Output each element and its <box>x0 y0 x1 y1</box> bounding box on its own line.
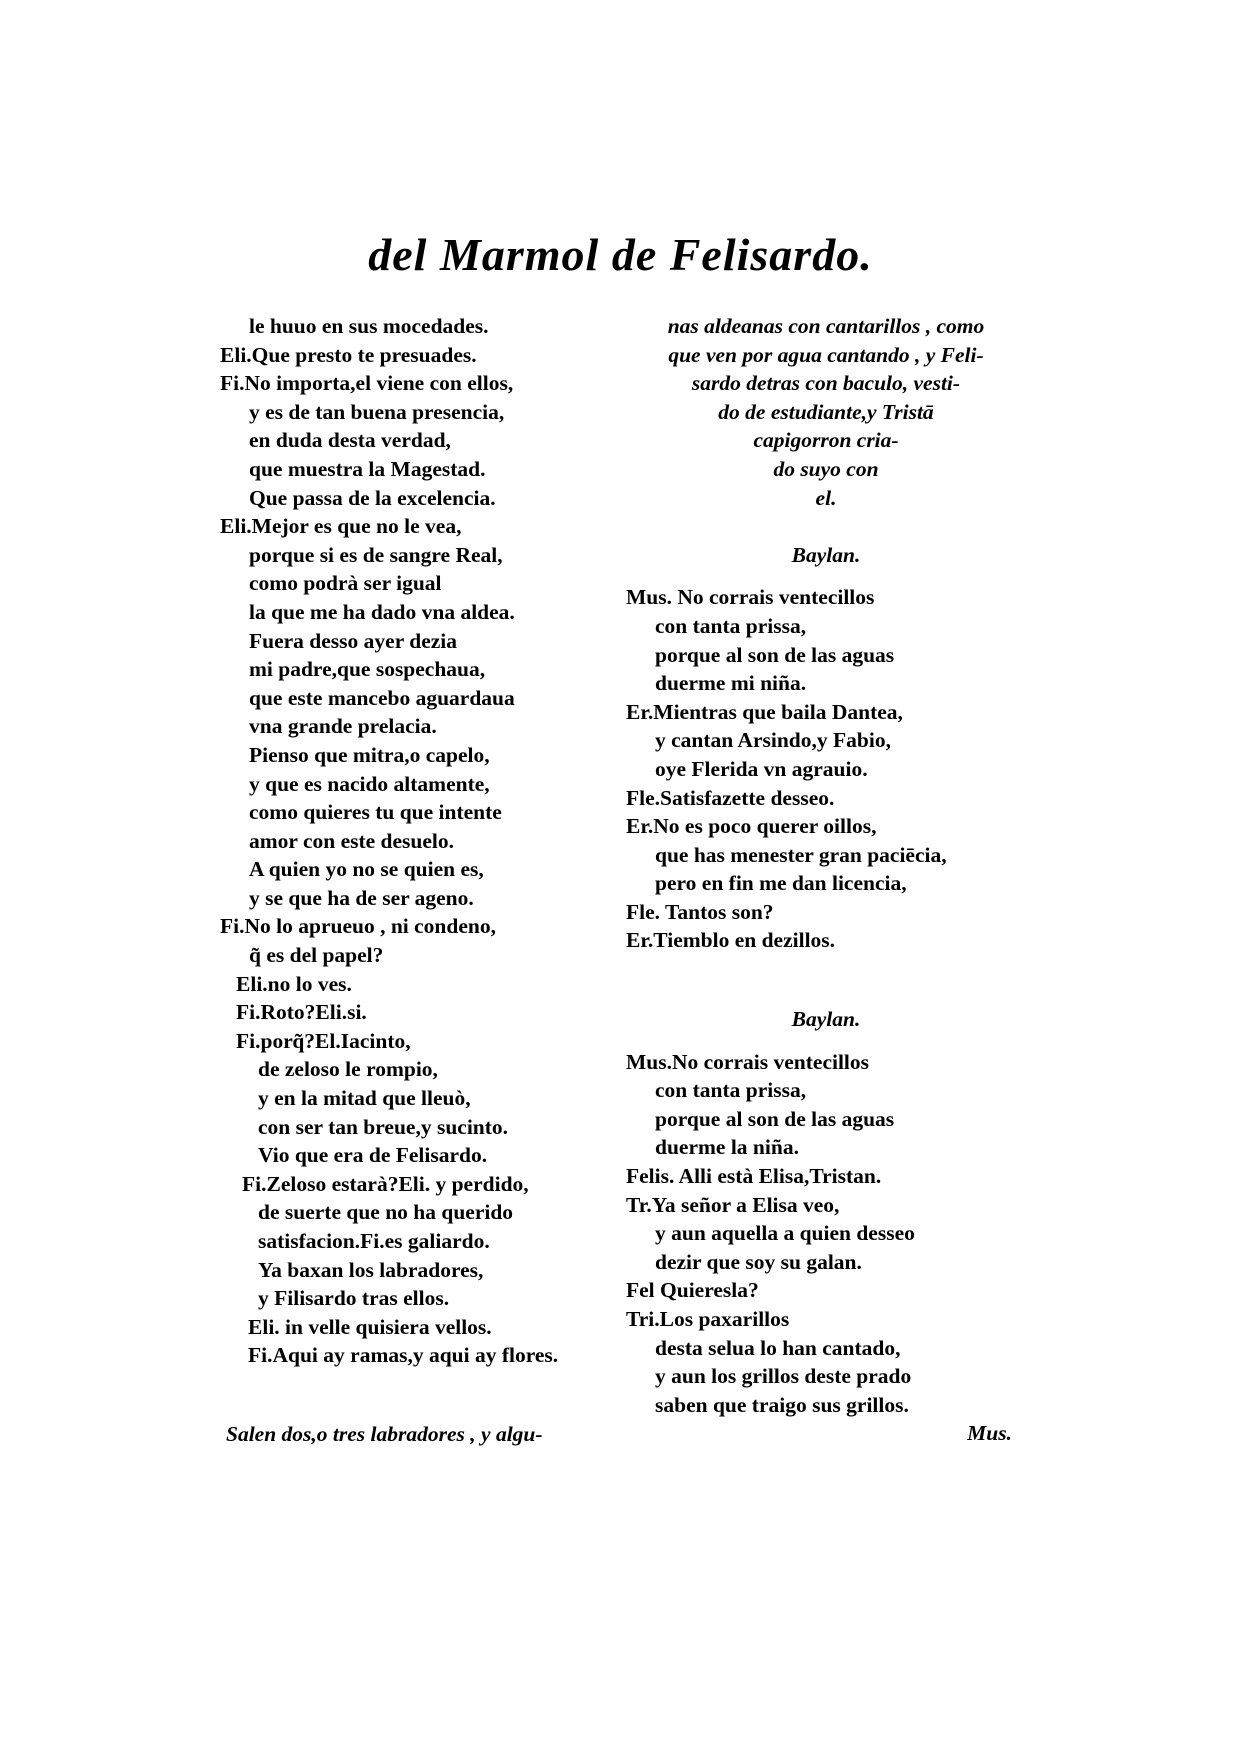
text-line: duerme mi niña. <box>655 671 807 696</box>
text-line: Mus. No corrais ventecillos <box>626 585 875 610</box>
stage-direction-right <box>626 312 1026 512</box>
text-line: q̃ es del papel? <box>249 943 384 968</box>
text-line: sardo detras con baculo, vesti- <box>691 371 961 396</box>
text-line: Felis. Alli està Elisa,Tristan. <box>626 1164 882 1189</box>
text-line: con ser tan breue,y sucinto. <box>258 1114 509 1139</box>
text-line: Fi.Aqui ay ramas,y aqui ay flores. <box>248 1343 559 1368</box>
text-line: vna grande prelacia. <box>249 714 437 739</box>
text-line: porque al son de las aguas <box>655 642 895 667</box>
text-line: Fle. Tantos son? <box>626 899 774 924</box>
text-line: y es de tan buena presencia, <box>249 399 505 424</box>
text-line: Eli. in velle quisiera vellos. <box>248 1314 492 1339</box>
text-line: Er.Mientras que baila Dantea, <box>626 699 903 724</box>
text-line: y aun los grillos deste prado <box>655 1364 912 1389</box>
text-line: en duda desta verdad, <box>249 428 451 453</box>
text-line: saben que traigo sus grillos. <box>655 1392 909 1417</box>
text-line: y que es nacido altamente, <box>249 771 490 796</box>
text-line: de suerte que no ha querido <box>258 1200 514 1225</box>
right-verse-block-2 <box>626 1048 1026 1420</box>
left-verse-block <box>220 312 640 1370</box>
text-line: nas aldeanas con cantarillos , como <box>667 314 985 338</box>
text-line: capigorron cria- <box>753 428 899 453</box>
right-verse-block-1 <box>626 583 1026 955</box>
text-line: y en la mitad que lleuò, <box>258 1086 471 1111</box>
text-line: como podrà ser igual <box>249 571 442 596</box>
right-column <box>626 312 1026 1448</box>
text-line: amor con este desuelo. <box>249 828 455 853</box>
text-line: de zeloso le rompio, <box>258 1057 438 1082</box>
heading-baylan-2: Baylan. <box>791 1007 861 1032</box>
text-line: porque si es de sangre Real, <box>249 542 503 567</box>
text-line: oye Flerida vn agrauio. <box>655 756 868 781</box>
text-line: Fel Quieresla? <box>626 1278 759 1303</box>
text-line: Que passa de la excelencia. <box>249 485 496 510</box>
text-line: Fi.No importa,el viene con ellos, <box>220 371 514 396</box>
text-line: Tr.Ya señor a Elisa veo, <box>626 1192 840 1217</box>
text-line: dezir que soy su galan. <box>655 1249 862 1274</box>
text-line: que este mancebo aguardaua <box>249 685 515 710</box>
text-line: que has menester gran paciēcia, <box>655 842 947 867</box>
text-line: con tanta prissa, <box>655 1078 807 1103</box>
text-line: y aun aquella a quien desseo <box>655 1221 915 1246</box>
left-column <box>220 312 640 1449</box>
text-line: porque al son de las aguas <box>655 1106 895 1131</box>
text-line: Fle.Satisfazette desseo. <box>626 785 835 810</box>
text-line: Pienso que mitra,o capelo, <box>249 742 490 767</box>
catchword: Mus. <box>967 1421 1012 1446</box>
stage-direction-left: Salen dos,o tres labradores , y algu- <box>226 1421 543 1446</box>
text-line: satisfacion.Fi.es galiardo. <box>258 1229 490 1253</box>
text-line: desta selua lo han cantado, <box>655 1335 901 1360</box>
text-line: que muestra la Magestad. <box>249 456 486 481</box>
text-line: do de estudiante,y Tristā <box>718 399 934 424</box>
text-line: Fi.Zeloso estarà?Eli. y perdido, <box>242 1171 529 1196</box>
text-line: le huuo en sus mocedades. <box>249 314 489 338</box>
text-line: Ya baxan los labradores, <box>258 1257 484 1282</box>
text-line: A quien yo no se quien es, <box>249 857 484 882</box>
text-line: do suyo con <box>773 456 879 481</box>
text-line: con tanta prissa, <box>655 613 807 638</box>
text-line: y Filisardo tras ellos. <box>258 1286 450 1311</box>
text-line: Fi.porq̃?El.Iacinto, <box>236 1028 411 1053</box>
text-line: y se que ha de ser ageno. <box>249 885 474 910</box>
text-line: Eli.Mejor es que no le vea, <box>220 514 462 539</box>
heading-baylan-1: Baylan. <box>791 542 861 567</box>
text-line: como quieres tu que intente <box>249 800 502 825</box>
text-line: que ven por agua cantando , y Feli- <box>668 342 984 367</box>
text-line: Tri.Los paxarillos <box>626 1307 790 1331</box>
text-line: Er.Tiemblo en dezillos. <box>626 928 836 953</box>
text-line: Vio que era de Felisardo. <box>258 1143 488 1168</box>
text-line: pero en fin me dan licencia, <box>655 871 907 896</box>
running-head: del Marmol de Felisardo. <box>368 229 873 280</box>
text-line: Fuera desso ayer dezia <box>249 628 457 653</box>
text-line: Fi.No lo aprueuo , ni condeno, <box>220 914 496 939</box>
text-line: Eli.no lo ves. <box>236 971 352 996</box>
text-line: y cantan Arsindo,y Fabio, <box>655 728 891 753</box>
text-line: Mus.No corrais ventecillos <box>626 1049 870 1074</box>
text-line: Fi.Roto?Eli.si. <box>236 1000 367 1025</box>
text-line: Eli.Que presto te presuades. <box>220 342 477 367</box>
text-line: el. <box>815 485 837 510</box>
text-line: duerme la niña. <box>655 1135 799 1160</box>
text-line: Er.No es poco querer oillos, <box>626 814 877 839</box>
text-line: la que me ha dado vna aldea. <box>249 599 515 624</box>
text-line: mi padre,que sospechaua, <box>249 657 486 682</box>
